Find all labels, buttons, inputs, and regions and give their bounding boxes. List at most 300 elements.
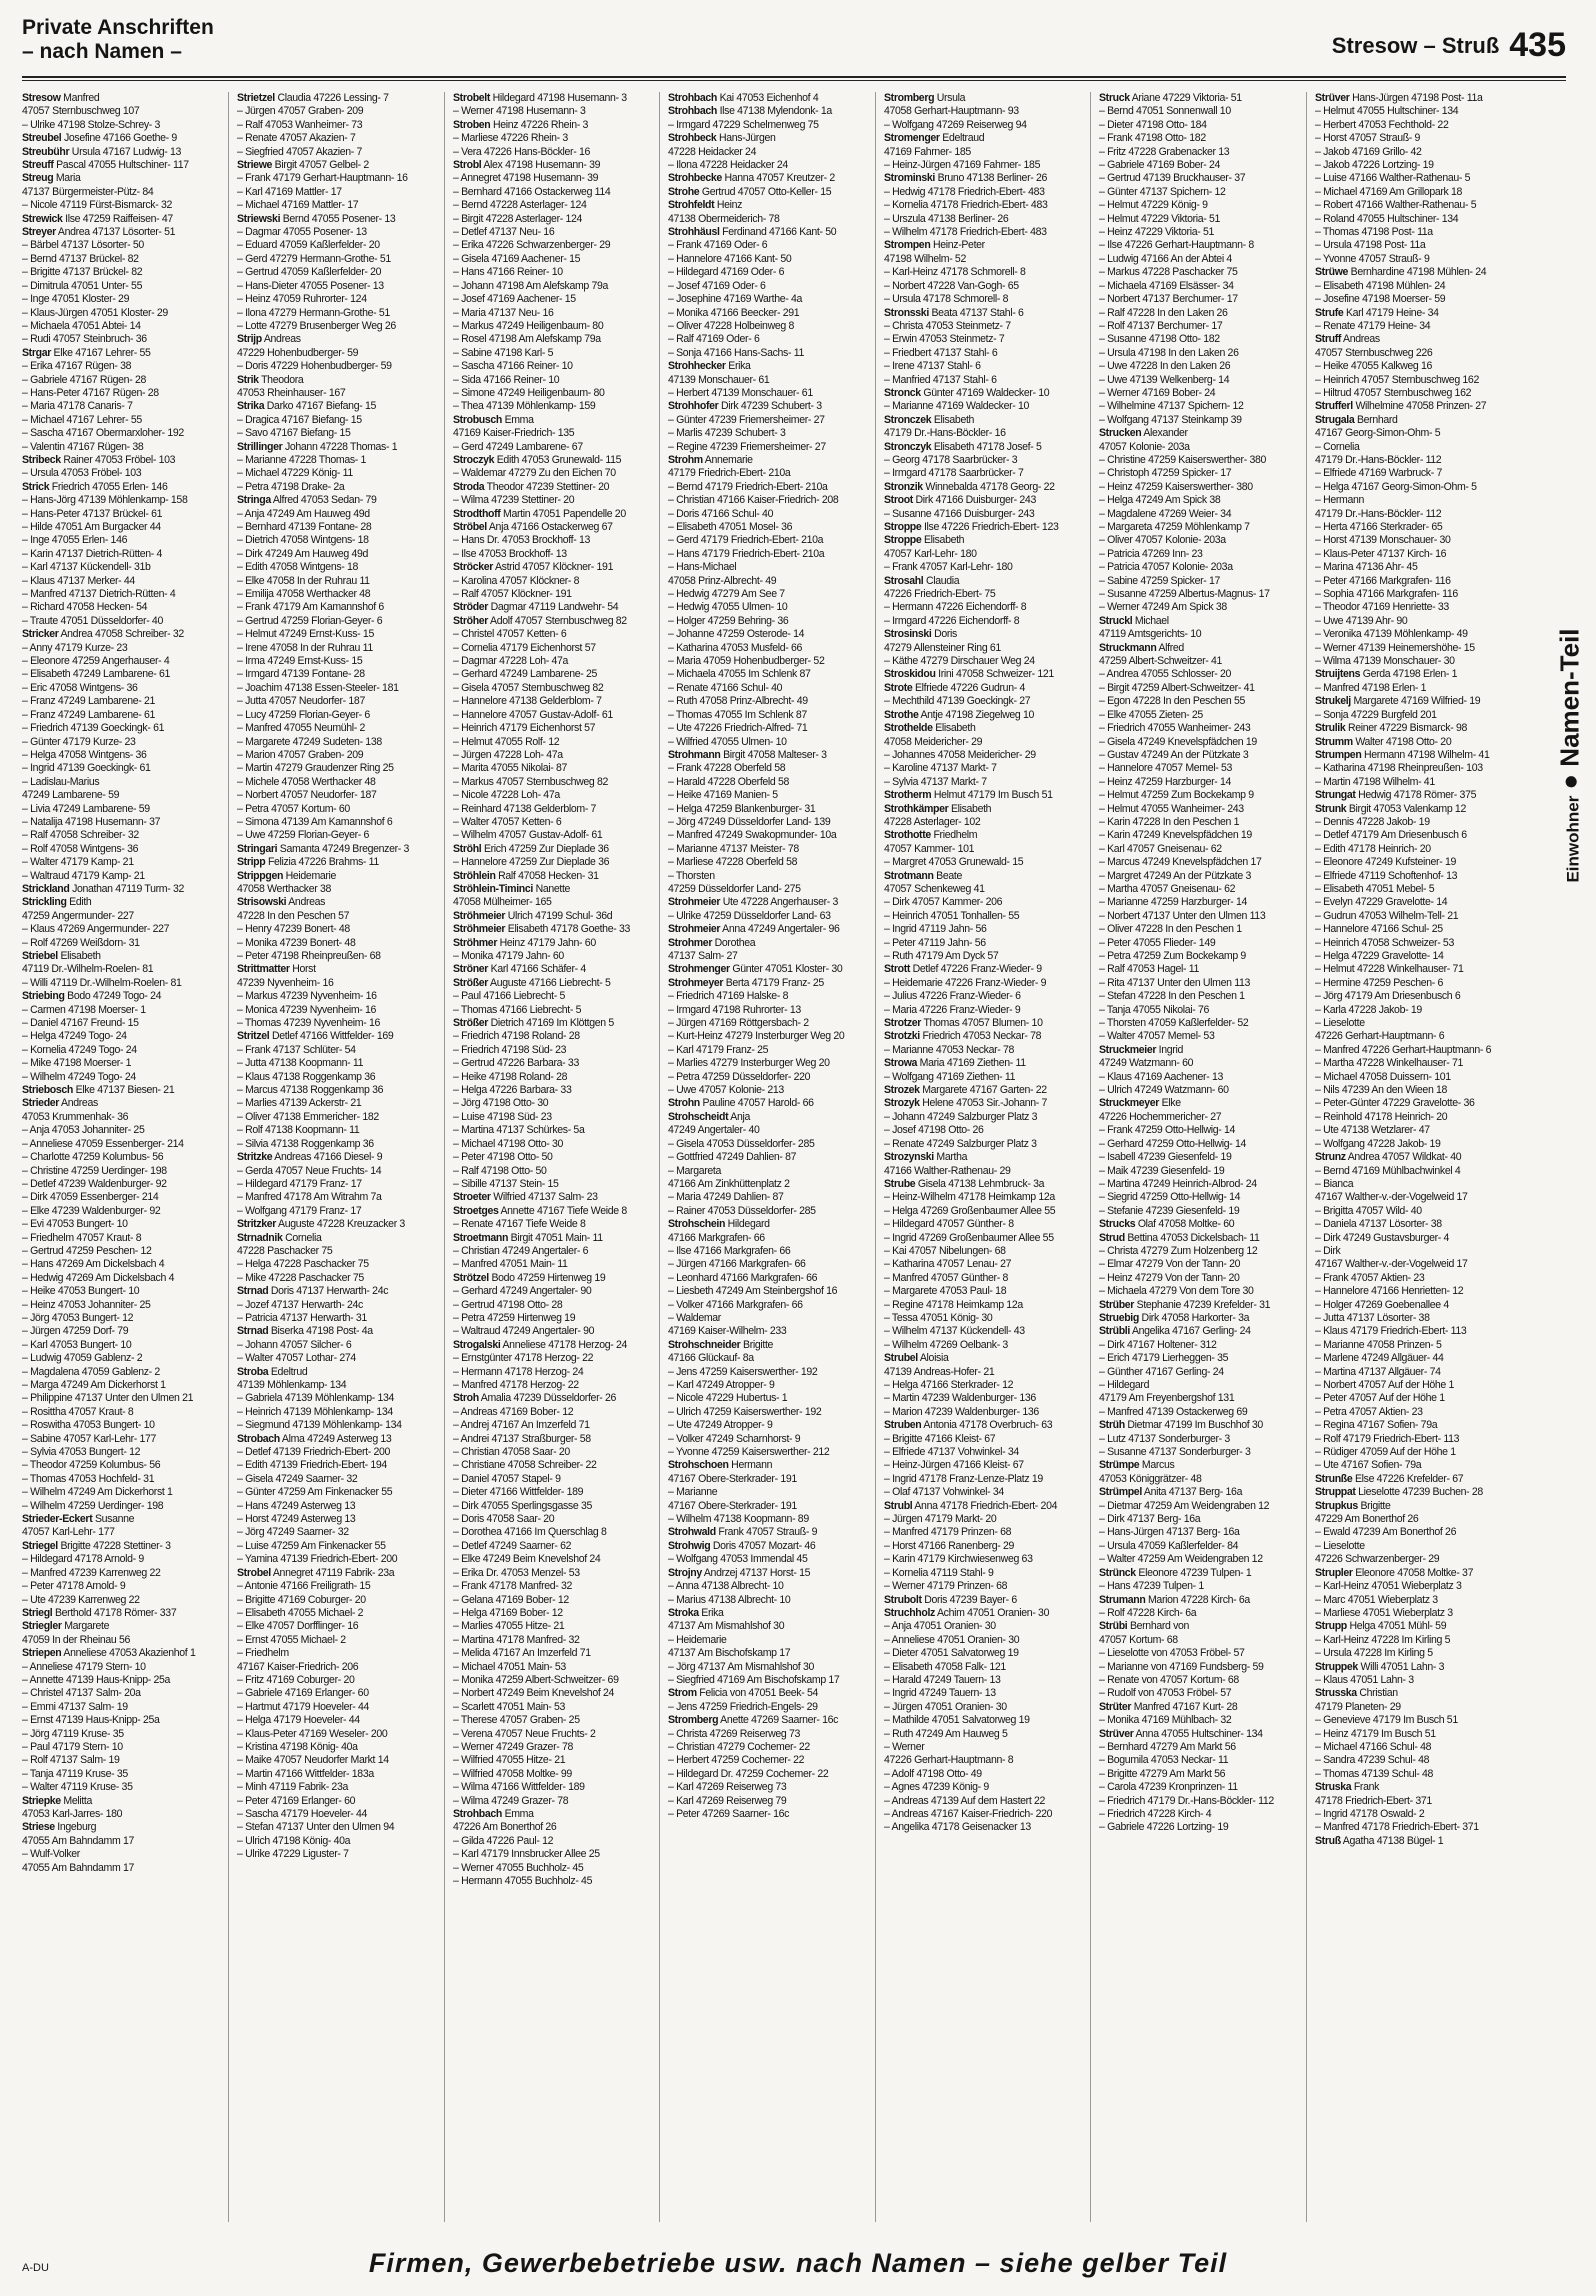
- surname: Strothelde: [883, 722, 933, 735]
- directory-entry: [1099, 1232, 1301, 1245]
- directory-entry: [1099, 1272, 1301, 1285]
- entry-details: – Ilona 47228 Heidacker 24: [668, 159, 789, 172]
- directory-entry: [237, 709, 439, 722]
- entry-details: – Patricia 47057 Kolonie- 203a: [1099, 561, 1233, 574]
- surname: Strübli: [1099, 1325, 1131, 1338]
- entry-details: – Hildegard 47179 Franz- 17: [237, 1177, 363, 1190]
- entry-details: – Thomas 47055 Im Schlenk 87: [668, 708, 808, 721]
- entry-details: – Michael 47167 Lehrer- 55: [22, 413, 142, 426]
- entry-details: – Manfred 47055 Neumühl- 2: [237, 722, 366, 735]
- entry-details: – Jürgen 47051 Oranien- 30: [883, 1700, 1007, 1713]
- directory-entry: [668, 521, 870, 534]
- directory-entry: [1099, 1674, 1301, 1687]
- surname: Strufferl: [1314, 400, 1353, 413]
- entry-details: – Helmut 47229 König- 9: [1099, 199, 1208, 212]
- entry-details: – Hannelore 47166 Kant- 50: [668, 252, 792, 265]
- entry-details: – Josef 47198 Otto- 26: [883, 1124, 984, 1137]
- directory-entry: [237, 736, 439, 749]
- directory-entry: [1315, 910, 1518, 923]
- entry-details: 47228 Heidacker 24: [668, 145, 757, 158]
- entry-details: Marcus: [1139, 1459, 1175, 1472]
- entry-details: 47057 Sternbuschweg 226: [1314, 346, 1432, 359]
- directory-entry: [884, 1701, 1086, 1714]
- entry-details: Hans-Jürgen: [716, 132, 776, 145]
- entry-details: Anita 47137 Berg- 16a: [1142, 1486, 1243, 1499]
- entry-details: 47057 Karl-Lehr- 177: [22, 1526, 115, 1539]
- entry-details: – Melida 47167 An Imzerfeld 71: [452, 1647, 591, 1660]
- directory-columns: [22, 92, 1522, 2222]
- directory-entry: [453, 1567, 655, 1580]
- surname: Strika: [237, 400, 265, 413]
- entry-details: – Edith 47178 Heinrich- 20: [1314, 842, 1431, 855]
- entry-details: – Helmut 47228 Winkelhauser- 71: [1314, 963, 1464, 976]
- entry-details: – Katharina 47057 Lenau- 27: [883, 1258, 1011, 1271]
- entry-details: – Rolf 47138 Koopmann- 11: [237, 1124, 360, 1137]
- entry-details: – Manfred 47137 Dietrich-Rütten- 4: [22, 588, 176, 601]
- directory-entry: [1099, 561, 1301, 574]
- directory-entry: [22, 709, 224, 722]
- surname: Struß: [1314, 1834, 1341, 1847]
- entry-details: – Lieselotte: [1314, 1017, 1365, 1030]
- directory-entry: [1099, 1661, 1301, 1674]
- surname: Strotherm: [883, 789, 931, 802]
- entry-details: – Olaf 47137 Vohwinkel- 34: [883, 1486, 1004, 1499]
- directory-entry: [1099, 494, 1301, 507]
- directory-entry: [237, 722, 439, 735]
- entry-details: – Dirk 47137 Berg- 16a: [1099, 1513, 1201, 1526]
- directory-entry: [22, 1580, 224, 1593]
- entry-details: – Detlef 47179 Am Driesenbusch 6: [1314, 829, 1467, 842]
- directory-entry: [453, 132, 655, 145]
- directory-entry: [1315, 1620, 1518, 1633]
- entry-details: – Antonie 47166 Freiligrath- 15: [237, 1580, 371, 1593]
- surname: Ströhmeier: [452, 909, 506, 922]
- directory-entry: [1315, 521, 1518, 534]
- entry-details: – Annegret 47198 Husemann- 39: [452, 172, 599, 185]
- directory-entry: [22, 1848, 224, 1861]
- directory-entry: [22, 400, 224, 413]
- entry-details: – Friedbert 47137 Stahl- 6: [883, 346, 998, 359]
- directory-entry: [884, 668, 1086, 681]
- entry-details: 47249 Angertaler- 40: [668, 1124, 760, 1137]
- entry-details: – Andrea 47055 Schlosser- 20: [1099, 668, 1232, 681]
- entry-details: Felicia von 47051 Beek- 54: [696, 1687, 819, 1700]
- directory-entry: [1315, 1473, 1518, 1486]
- entry-details: – Manfred 47057 Günther- 8: [883, 1271, 1008, 1284]
- entry-details: – Marianne 47228 Thomas- 1: [237, 453, 367, 466]
- directory-entry: [237, 1835, 439, 1848]
- surname: Strohwig: [668, 1539, 711, 1552]
- entry-details: Helga 47051 Mühl- 59: [1346, 1620, 1446, 1633]
- directory-entry: [1315, 266, 1518, 279]
- entry-details: – Dirk: [1314, 1244, 1341, 1257]
- directory-entry: [453, 1339, 655, 1352]
- header-rule: [22, 76, 1566, 78]
- directory-entry: [1315, 1406, 1518, 1419]
- directory-entry: [1099, 1500, 1301, 1513]
- entry-details: – Helga 47229 Gravelotte- 14: [1314, 950, 1444, 962]
- directory-entry: [22, 320, 224, 333]
- directory-entry: [668, 1594, 870, 1607]
- entry-details: – Wilfried 47058 Moltke- 99: [452, 1767, 572, 1780]
- entry-details: Aloisia: [917, 1352, 949, 1365]
- directory-entry: [668, 1634, 870, 1647]
- directory-entry: [453, 1754, 655, 1767]
- directory-entry: [884, 575, 1086, 588]
- entry-details: – Christa 47053 Steinmetz- 7: [883, 319, 1011, 332]
- entry-details: – Friedrich 47198 Süd- 23: [452, 1043, 567, 1056]
- entry-details: – Norbert 47057 Auf der Höhe 1: [1314, 1379, 1454, 1391]
- directory-entry: [237, 1634, 439, 1647]
- entry-details: – Gertrud 47226 Barbara- 33: [452, 1057, 579, 1070]
- directory-entry: [22, 843, 224, 856]
- running-header-right: [1332, 26, 1566, 65]
- surname: Strittmatter: [237, 963, 291, 976]
- directory-entry: [668, 374, 870, 387]
- directory-entry: [884, 1352, 1086, 1365]
- entry-details: – Christa 47279 Zum Holzenberg 12: [1099, 1244, 1258, 1257]
- directory-entry: [237, 1004, 439, 1017]
- entry-details: – Yamina 47139 Friedrich-Ebert- 200: [237, 1553, 398, 1566]
- directory-entry: [1099, 816, 1301, 829]
- directory-entry: [884, 441, 1086, 454]
- entry-details: 47198 Wilhelm- 52: [883, 252, 966, 265]
- directory-entry: [453, 1312, 655, 1325]
- surname: Strohbecke: [668, 172, 723, 185]
- directory-entry: [453, 1594, 655, 1607]
- entry-details: – Waltraud 47179 Kamp- 21: [22, 869, 145, 882]
- entry-details: – Elisabeth 47249 Lambarene- 61: [22, 668, 171, 681]
- directory-entry: [1315, 92, 1518, 105]
- entry-details: Bernhard von: [1127, 1620, 1190, 1633]
- surname: Ströhmer: [452, 936, 497, 949]
- entry-details: – Frank 47228 Oberfeld 58: [668, 762, 786, 775]
- entry-details: – Theodor 47259 Kolumbus- 56: [22, 1459, 161, 1472]
- directory-entry: [884, 1580, 1086, 1593]
- directory-entry: [22, 374, 224, 387]
- page-number: 435: [1509, 26, 1566, 64]
- entry-details: – Irma 47249 Ernst-Kuss- 15: [237, 655, 363, 668]
- directory-entry: [884, 1419, 1086, 1432]
- entry-details: Detlef 47226 Franz-Wieder- 9: [909, 963, 1042, 976]
- entry-details: – Martha 47057 Gneisenau- 62: [1099, 882, 1236, 895]
- surname: Stronzik: [883, 480, 923, 493]
- entry-details: – Jörg 47119 Kruse- 35: [22, 1727, 124, 1740]
- entry-details: – Anja 47249 Am Hauweg 49d: [237, 507, 371, 520]
- directory-entry: [237, 1821, 439, 1834]
- directory-entry: [22, 481, 224, 494]
- entry-details: Andreas 47166 Diesel- 9: [272, 1151, 383, 1164]
- surname: Strumm: [1314, 735, 1353, 748]
- entry-details: – Andreas 47139 Auf dem Hastert 22: [883, 1794, 1045, 1807]
- directory-entry: [453, 1540, 655, 1553]
- entry-details: Dietrich 47169 Im Klöttgen 5: [487, 1017, 614, 1030]
- entry-details: – Ute 47239 Karrenweg 22: [22, 1593, 140, 1606]
- surname: Strohhäusl: [668, 226, 720, 239]
- entry-details: – Renate 47166 Schul- 40: [668, 681, 783, 694]
- entry-details: Eleonore 47058 Moltke- 37: [1352, 1566, 1473, 1579]
- surname: Stronsski: [883, 306, 929, 319]
- directory-entry: [1099, 1366, 1301, 1379]
- directory-entry: [1315, 588, 1518, 601]
- directory-entry: [884, 1124, 1086, 1137]
- surname: Stronck: [883, 386, 921, 399]
- entry-details: – Heike 47169 Manien- 5: [668, 789, 779, 802]
- directory-entry: [884, 1205, 1086, 1218]
- directory-entry: [237, 1165, 439, 1178]
- directory-entry: [668, 1647, 870, 1660]
- entry-details: – Manfred 47239 Karrenweg 22: [22, 1566, 161, 1579]
- surname: Ströhlein-Timinci: [452, 882, 533, 895]
- directory-entry: [22, 910, 224, 923]
- entry-details: – Hilde 47051 Am Burgacker 44: [22, 521, 161, 533]
- entry-details: – Kristina 47198 König- 40a: [237, 1740, 359, 1753]
- entry-details: Emma: [501, 413, 534, 426]
- entry-details: – Frank 47137 Schlüter- 54: [237, 1043, 357, 1056]
- directory-entry: [668, 1433, 870, 1446]
- entry-details: – Gabriela 47139 Möhlenkamp- 134: [237, 1392, 395, 1405]
- directory-entry: [1099, 199, 1301, 212]
- entry-details: Ralf 47058 Hecken- 31: [495, 869, 599, 882]
- directory-entry: [453, 226, 655, 239]
- surname: Strominski: [883, 172, 935, 185]
- entry-details: – Helga 47166 Sterkrader- 12: [883, 1379, 1013, 1391]
- entry-details: – Cornelia: [1314, 440, 1360, 453]
- header-line-1: Private Anschriften: [22, 16, 214, 39]
- entry-details: – Brigitte 47279 Am Markt 56: [1099, 1767, 1226, 1780]
- directory-entry: [453, 1526, 655, 1539]
- directory-entry: [1315, 374, 1518, 387]
- directory-entry: [237, 1647, 439, 1660]
- entry-details: Dietmar 47199 Im Buschhof 30: [1124, 1419, 1264, 1432]
- entry-details: Marion 47228 Kirch- 6a: [1145, 1593, 1251, 1606]
- entry-details: – Bernhard 47166 Ostackerweg 114: [452, 185, 611, 198]
- surname: Strozek: [883, 1084, 920, 1097]
- surname: Strojny: [668, 1566, 703, 1579]
- surname: Strobel: [237, 1566, 272, 1579]
- entry-details: – Johanne 47259 Osterode- 14: [668, 628, 805, 641]
- directory-entry: [668, 963, 870, 976]
- entry-details: – Bianca: [1314, 1177, 1353, 1190]
- directory-entry: [1099, 1218, 1301, 1231]
- entry-details: Anna 47249 Angertaler- 96: [720, 923, 840, 936]
- entry-details: – Karl 47269 Reiserweg 79: [668, 1794, 787, 1807]
- directory-entry: [668, 709, 870, 722]
- entry-details: – Werner 47249 Grazer- 78: [452, 1740, 573, 1753]
- entry-details: – Jürgen 47228 Loh- 47a: [452, 748, 563, 761]
- directory-entry: [1099, 226, 1301, 239]
- directory-entry: [453, 1071, 655, 1084]
- surname: Stroppe: [883, 534, 922, 547]
- directory-entry: [237, 1795, 439, 1808]
- directory-entry: [668, 441, 870, 454]
- directory-entry: [453, 1218, 655, 1231]
- directory-entry: [237, 575, 439, 588]
- directory-entry: [453, 803, 655, 816]
- entry-details: – Hannelore 47259 Zur Dieplade 36: [452, 856, 609, 869]
- directory-entry: [1099, 628, 1301, 641]
- directory-entry: [453, 548, 655, 561]
- entry-details: – Irmgard 47198 Ruhrorter- 13: [668, 1003, 802, 1016]
- directory-entry: [22, 736, 224, 749]
- directory-entry: [453, 910, 655, 923]
- entry-details: 47226 Friedrich-Ebert- 75: [883, 588, 996, 601]
- directory-entry: [884, 1459, 1086, 1472]
- directory-entry: [1099, 990, 1301, 1003]
- directory-entry: [22, 1594, 224, 1607]
- entry-details: – Martha 47228 Winkelhauser- 71: [1314, 1057, 1463, 1070]
- surname: Struckmann: [1099, 641, 1157, 654]
- directory-entry: [453, 1741, 655, 1754]
- entry-details: – Manfried 47137 Stahl- 6: [883, 373, 997, 386]
- entry-details: – Verena 47057 Neue Fruchts- 2: [452, 1727, 596, 1740]
- directory-entry: [453, 347, 655, 360]
- directory-entry: [884, 266, 1086, 279]
- entry-details: Melitta: [60, 1794, 93, 1807]
- directory-entry: [1099, 213, 1301, 226]
- directory-entry: [1315, 1553, 1518, 1566]
- directory-entry: [1315, 1178, 1518, 1191]
- entry-details: – Horst 47249 Asterweg 13: [237, 1513, 356, 1526]
- surname: Stribeck: [22, 453, 61, 466]
- directory-entry: [22, 1754, 224, 1767]
- entry-details: – Gilda 47226 Paul- 12: [452, 1834, 554, 1847]
- entry-details: – Heike 47055 Kalkweg 16: [1314, 360, 1432, 373]
- directory-entry: [884, 1728, 1086, 1741]
- directory-entry: [453, 534, 655, 547]
- directory-entry: [1099, 1071, 1301, 1084]
- directory-entry: [237, 789, 439, 802]
- surname: Strubel: [883, 1352, 918, 1365]
- directory-entry: [22, 1553, 224, 1566]
- directory-entry: [1315, 467, 1518, 480]
- entry-details: – Wolfgang 47269 Reiserweg 94: [883, 118, 1027, 131]
- entry-details: – Klaus-Peter 47137 Kirch- 16: [1314, 547, 1446, 560]
- surname: Strohschoen: [668, 1459, 729, 1472]
- entry-details: 47119 Amtsgerichts- 10: [1099, 628, 1202, 641]
- entry-details: Felizia 47226 Brahms- 11: [265, 856, 380, 869]
- directory-entry: [1315, 360, 1518, 373]
- directory-entry: [884, 1392, 1086, 1405]
- directory-entry: [237, 1433, 439, 1446]
- entry-details: 47178 Friedrich-Ebert- 371: [1314, 1794, 1432, 1807]
- entry-details: – Jürgen 47179 Markt- 20: [883, 1513, 997, 1526]
- entry-details: Martin 47051 Papendelle 20: [500, 507, 626, 520]
- directory-entry: [22, 1419, 224, 1432]
- directory-entry: [237, 695, 439, 708]
- directory-entry: [1099, 1004, 1301, 1017]
- directory-entry: [668, 601, 870, 614]
- directory-entry: [1099, 387, 1301, 400]
- entry-details: 47058 Prinz-Albrecht- 49: [668, 574, 777, 587]
- directory-entry: [884, 92, 1086, 105]
- surname: Strnad: [237, 1285, 269, 1298]
- entry-details: – Hans-Dieter 47055 Posener- 13: [237, 279, 385, 292]
- surname: Stronczek: [883, 413, 931, 426]
- directory-entry: [1099, 1728, 1301, 1741]
- directory-entry: [668, 803, 870, 816]
- entry-details: – Helga 47179 Hoeveler- 44: [237, 1714, 361, 1727]
- directory-entry: [884, 736, 1086, 749]
- directory-entry: [22, 1191, 224, 1204]
- entry-details: – Thorsten 47059 Kaßlerfelder- 52: [1099, 1017, 1249, 1030]
- entry-details: – Michael 47169 Mattler- 17: [237, 199, 359, 212]
- surname: Stritzker: [237, 1218, 277, 1231]
- entry-details: – Günter 47259 Am Finkenacker 55: [237, 1486, 393, 1499]
- entry-details: – Dieter 47166 Wittfelder- 189: [452, 1486, 584, 1499]
- directory-entry: [237, 1178, 439, 1191]
- directory-entry: [1315, 1084, 1518, 1097]
- entry-details: 47057 Kolonie- 203a: [1099, 440, 1190, 453]
- surname: Stroh: [452, 1392, 479, 1405]
- directory-entry: [884, 427, 1086, 440]
- entry-details: – Helmut 47259 Zum Bockekamp 9: [1099, 789, 1254, 802]
- directory-entry: [237, 186, 439, 199]
- directory-entry: [1315, 414, 1518, 427]
- directory-entry: [1315, 400, 1518, 413]
- directory-entry: [237, 172, 439, 185]
- surname: Striebing: [22, 990, 65, 1003]
- directory-entry: [1315, 668, 1518, 681]
- entry-details: – Michael 47229 König- 11: [237, 467, 354, 480]
- directory-entry: [1099, 1821, 1301, 1834]
- surname: Stroetges: [452, 1204, 499, 1217]
- entry-details: – Ute 47226 Friedrich-Alfred- 71: [668, 722, 808, 735]
- directory-entry: [884, 1138, 1086, 1151]
- directory-entry: [884, 1258, 1086, 1271]
- directory-entry: [1315, 333, 1518, 346]
- directory-entry: [453, 977, 655, 990]
- directory-entry: [1315, 1754, 1518, 1767]
- entry-details: – Eduard 47059 Kaßlerfelder- 20: [237, 239, 381, 252]
- entry-details: Gisela 47138 Lehmbruck- 3a: [914, 1177, 1044, 1190]
- directory-entry: [453, 427, 655, 440]
- directory-entry: [1099, 1634, 1301, 1647]
- directory-entry: [453, 1433, 655, 1446]
- surname: Stripp: [237, 856, 266, 869]
- entry-details: – Rolf 47179 Friedrich-Ebert- 113: [1314, 1432, 1459, 1445]
- entry-details: Ingeburg: [54, 1821, 97, 1834]
- directory-entry: [22, 508, 224, 521]
- directory-entry: [22, 521, 224, 534]
- entry-details: – Wulf-Volker: [22, 1848, 80, 1861]
- surname: Strusska: [1314, 1687, 1357, 1700]
- surname: Striewe: [237, 159, 273, 172]
- entry-details: Bodo 47249 Togo- 24: [64, 990, 162, 1003]
- directory-entry: [22, 1111, 224, 1124]
- directory-entry: [1315, 1004, 1518, 1017]
- directory-entry: [1315, 1097, 1518, 1110]
- directory-entry: [884, 1687, 1086, 1700]
- entry-details: – Jörg 47137 Am Mismahlshof 30: [668, 1660, 815, 1673]
- entry-details: – Andreas 47169 Bober- 12: [452, 1405, 574, 1418]
- directory-entry: [884, 910, 1086, 923]
- entry-details: – Michaela 47169 Elsässer- 34: [1099, 279, 1234, 292]
- entry-details: – Karin 47249 Knevelspfädchen 19: [1099, 829, 1253, 842]
- directory-entry: [453, 400, 655, 413]
- entry-details: Andreas: [1340, 333, 1380, 346]
- entry-details: – Elisabeth 47051 Mosel- 36: [668, 521, 793, 533]
- entry-details: – Jörg 47053 Bungert- 12: [22, 1311, 134, 1324]
- directory-entry: [884, 776, 1086, 789]
- entry-details: – Karl 47179 Franz- 25: [668, 1043, 769, 1056]
- entry-details: – Ernst 47055 Michael- 2: [237, 1633, 347, 1646]
- directory-entry: [884, 186, 1086, 199]
- surname: Strucken: [1099, 427, 1142, 440]
- entry-details: – Sylvia 47137 Markt- 7: [883, 775, 987, 788]
- directory-entry: [22, 427, 224, 440]
- directory-entry: [1315, 1433, 1518, 1446]
